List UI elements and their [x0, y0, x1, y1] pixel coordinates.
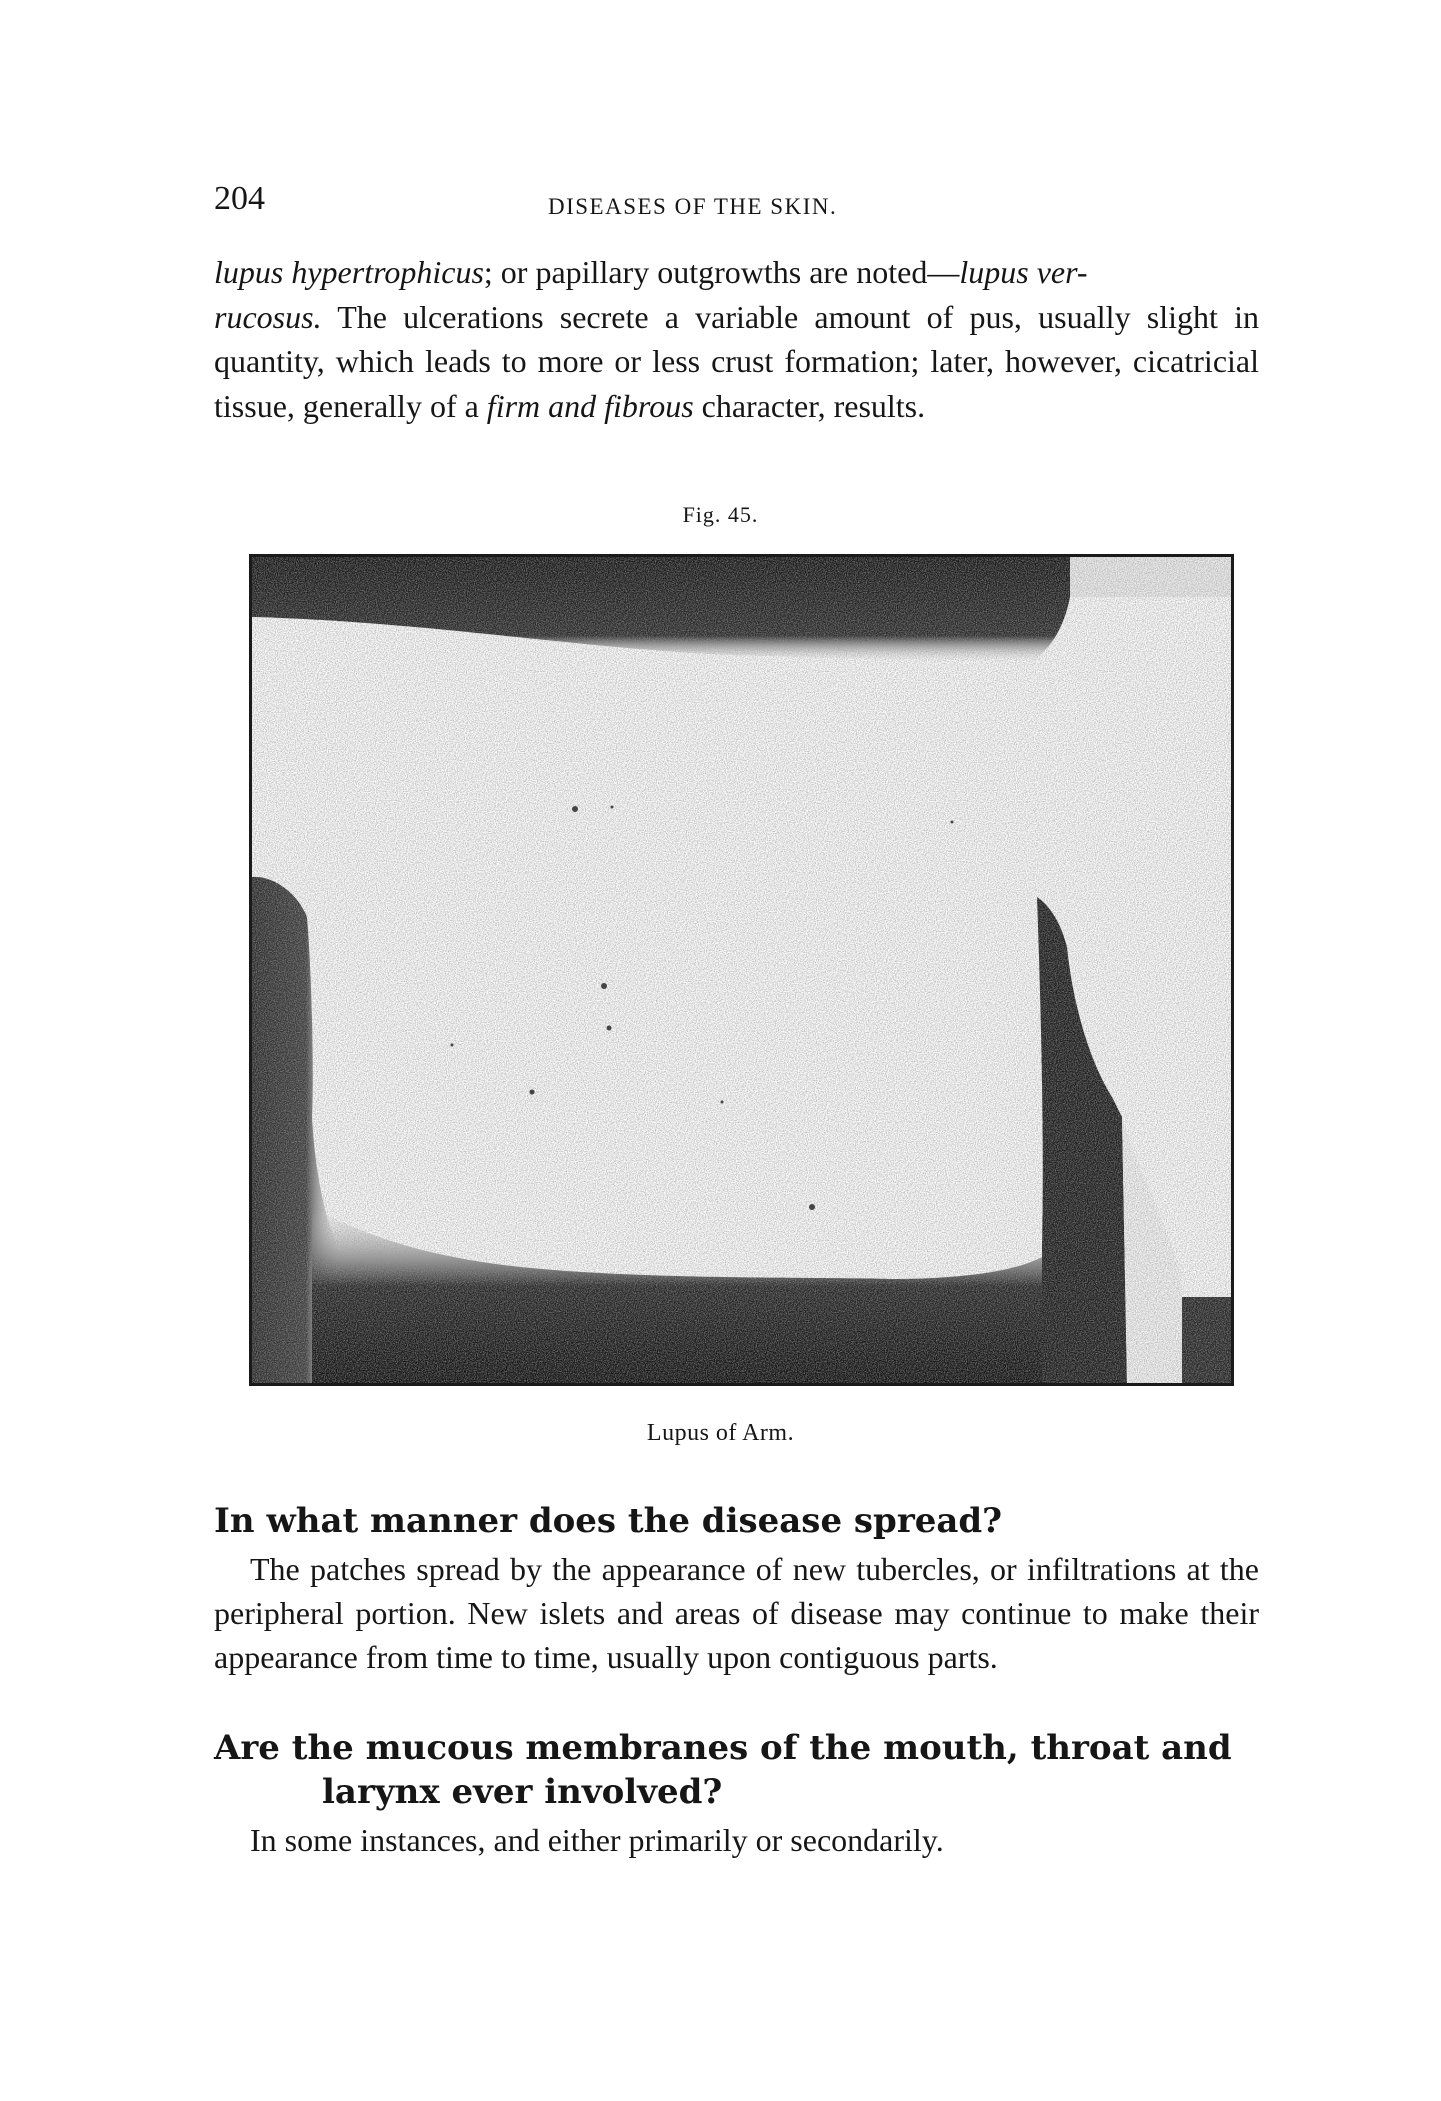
figure-caption: Lupus of Arm.	[646, 1420, 795, 1446]
figure-photograph	[249, 554, 1234, 1386]
intro-text-3: character, results.	[693, 387, 926, 424]
term-lupus-hypertrophicus: lupus hypertrophicus	[214, 254, 484, 290]
page-number: 204	[214, 180, 265, 217]
page-header	[214, 180, 1259, 230]
intro-text-2: The ulcerations secrete a variable amount of pus, usually slight in quantity, which leads to more or less crust formation; later, however, cicatricial tissue, generally of a	[214, 298, 1259, 424]
figure-label: Fig. 45.	[682, 502, 759, 527]
running-head: DISEASES OF THE SKIN.	[548, 194, 838, 219]
photo-grain	[252, 557, 1231, 1383]
question-heading-spread: In what manner does the disease spread?	[214, 1501, 1003, 1541]
intro-line-1	[214, 250, 1259, 295]
term-lupus-verrucosus-start: lupus ver-	[959, 254, 1088, 290]
intro-paragraph	[214, 250, 1259, 428]
answer-paragraph-mucous-membranes: In some instances, and either primarily or secondarily.	[250, 1822, 944, 1858]
answer-paragraph-spread: The patches spread by the appearance of new tubercles, or infiltrations at the peripheral portion. New islets and areas of disease may continue to make their appearance from time to time, usually upon contiguous parts.	[214, 1551, 1259, 1675]
arm-photo-illustration	[252, 557, 1231, 1383]
intro-text-1: ; or papillary outgrowths are noted—	[483, 254, 960, 290]
term-lupus-verrucosus-end: rucosus.	[214, 298, 322, 335]
intro-line-2	[214, 295, 1259, 429]
term-firm-and-fibrous: firm and fibrous	[486, 387, 694, 424]
question-heading-mucous-membranes: Are the mucous membranes of the mouth, throat and larynx ever involved?	[214, 1728, 1232, 1812]
